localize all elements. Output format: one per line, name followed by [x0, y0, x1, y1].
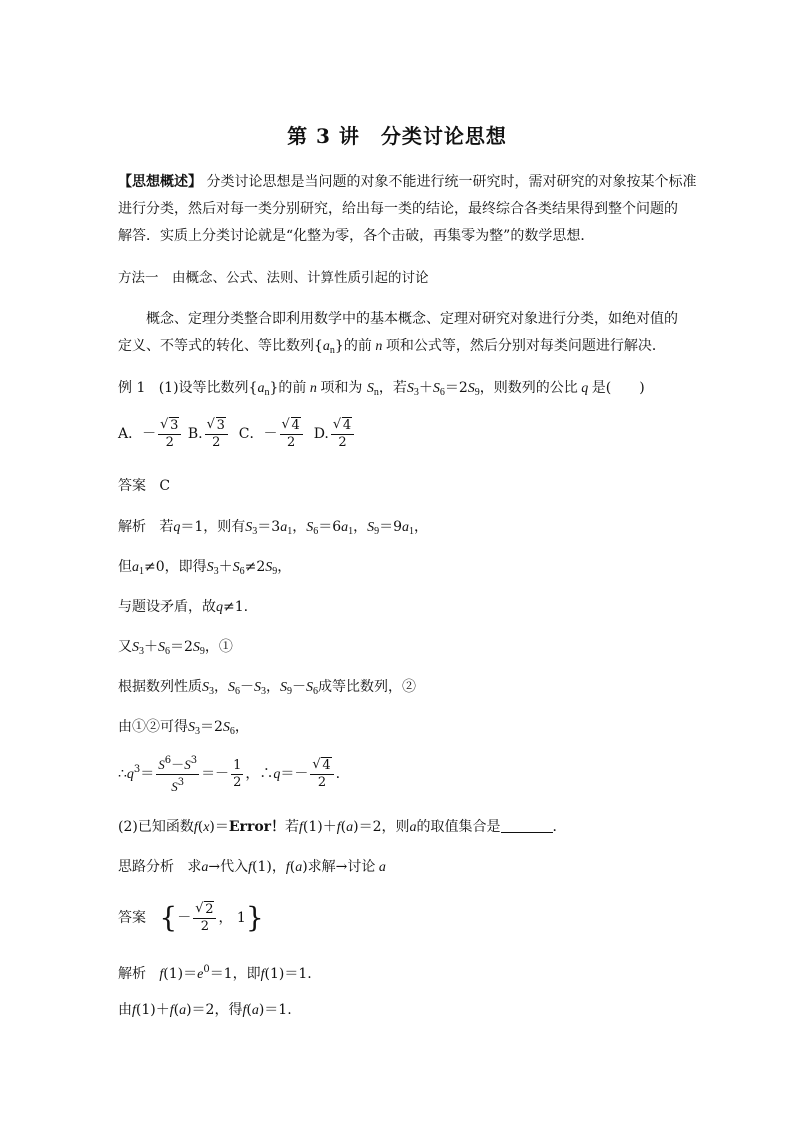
answer-1: 答案 C [118, 478, 171, 494]
option-a: A．－ √ 3 2 [118, 426, 183, 442]
overview-text-1: 分类讨论思想是当问题的对象不能进行统一研究时，需对研究的对象按某个标准 [206, 174, 697, 190]
method-1-para-line-2: 定义、不等式的转化、等比数列$\{a_n\}$的前 n 项和公式等，然后分别对每类问题进行解决． [118, 338, 666, 356]
analysis-2-line-2: 由f(1)＋f(a)＝2，得f(a)＝1. [118, 1002, 292, 1018]
idea-analysis: 思路分析 求a→代入f(1)，f(a)求解→讨论 a [118, 859, 386, 875]
example-1-options [118, 416, 356, 452]
method-1-para-line-1: 概念、定理分类整合即利用数学中的基本概念、定理对研究对象进行分类，如绝对值的 [146, 311, 678, 327]
answer-2: 答案 {－ √ 2 2 ， 1} [118, 900, 264, 934]
page-title: 第 3 讲 分类讨论思想 [287, 124, 507, 148]
option-b: B. √ 3 2 [188, 426, 230, 442]
analysis-2-line-1: 解析 $f(1)=e^0=1$，即f(1)＝1. [118, 964, 312, 982]
analysis-line-5: 根据数列性质$S_3$，$S_6-S_3$，$S_9-S_6$成等比数列，② [118, 679, 416, 697]
method-1-heading: 方法一 由概念、公式、法则、计算性质引起的讨论 [118, 270, 429, 286]
analysis-line-1: 解析 若q＝1，则有$S_3=3a_1$，$S_6=6a_1$，$S_9=9a_1$， [118, 519, 429, 537]
example-1-question: 例 1 (1)设等比数列$\{a_n\}$的前 n 项和为 $S_n$，若$S_3+S_6=2S_9$，则数列的公比 q 是( ) [118, 380, 645, 398]
overview-label: 【思想概述】 [118, 174, 202, 190]
option-c: C．－ √ 4 2 [234, 426, 304, 442]
analysis-line-3: 与题设矛盾，故q≠1. [118, 599, 249, 615]
analysis-line-6: 由①②可得$S_3=2S_6$， [118, 719, 249, 737]
example-1-question-2: (2)已知函数f(x)＝Error！若f(1)＋f(a)＝2，则a的取值集合是 ． [118, 819, 567, 835]
analysis-line-7: $\therefore q^3=$ $\frac{S^6-S^3}{S^3}$ ＝－ $\frac{1}{2}$ ，∴q＝－ √ 4 2 . [118, 754, 341, 794]
overview-line-2: 进行分类，然后对每一类分别研究，给出每一类的结论，最终综合各类结果得到整个问题的 [118, 201, 678, 217]
overview-line-1 [118, 172, 696, 192]
option-d: D. √ 4 2 [309, 426, 356, 442]
example-label: 例 1 [118, 380, 146, 396]
overview-line-3: 解答．实质上分类讨论就是“化整为零，各个击破，再集零为整”的数学思想． [118, 228, 595, 244]
error-marker: Error！ [228, 819, 286, 835]
analysis-line-4: 又$S_3+S_6=2S_9$，① [118, 639, 233, 657]
answer-blank[interactable] [501, 818, 553, 833]
analysis-line-2: 但$a_1\ne 0$，即得$S_3+S_6\ne 2S_9$， [118, 559, 292, 577]
